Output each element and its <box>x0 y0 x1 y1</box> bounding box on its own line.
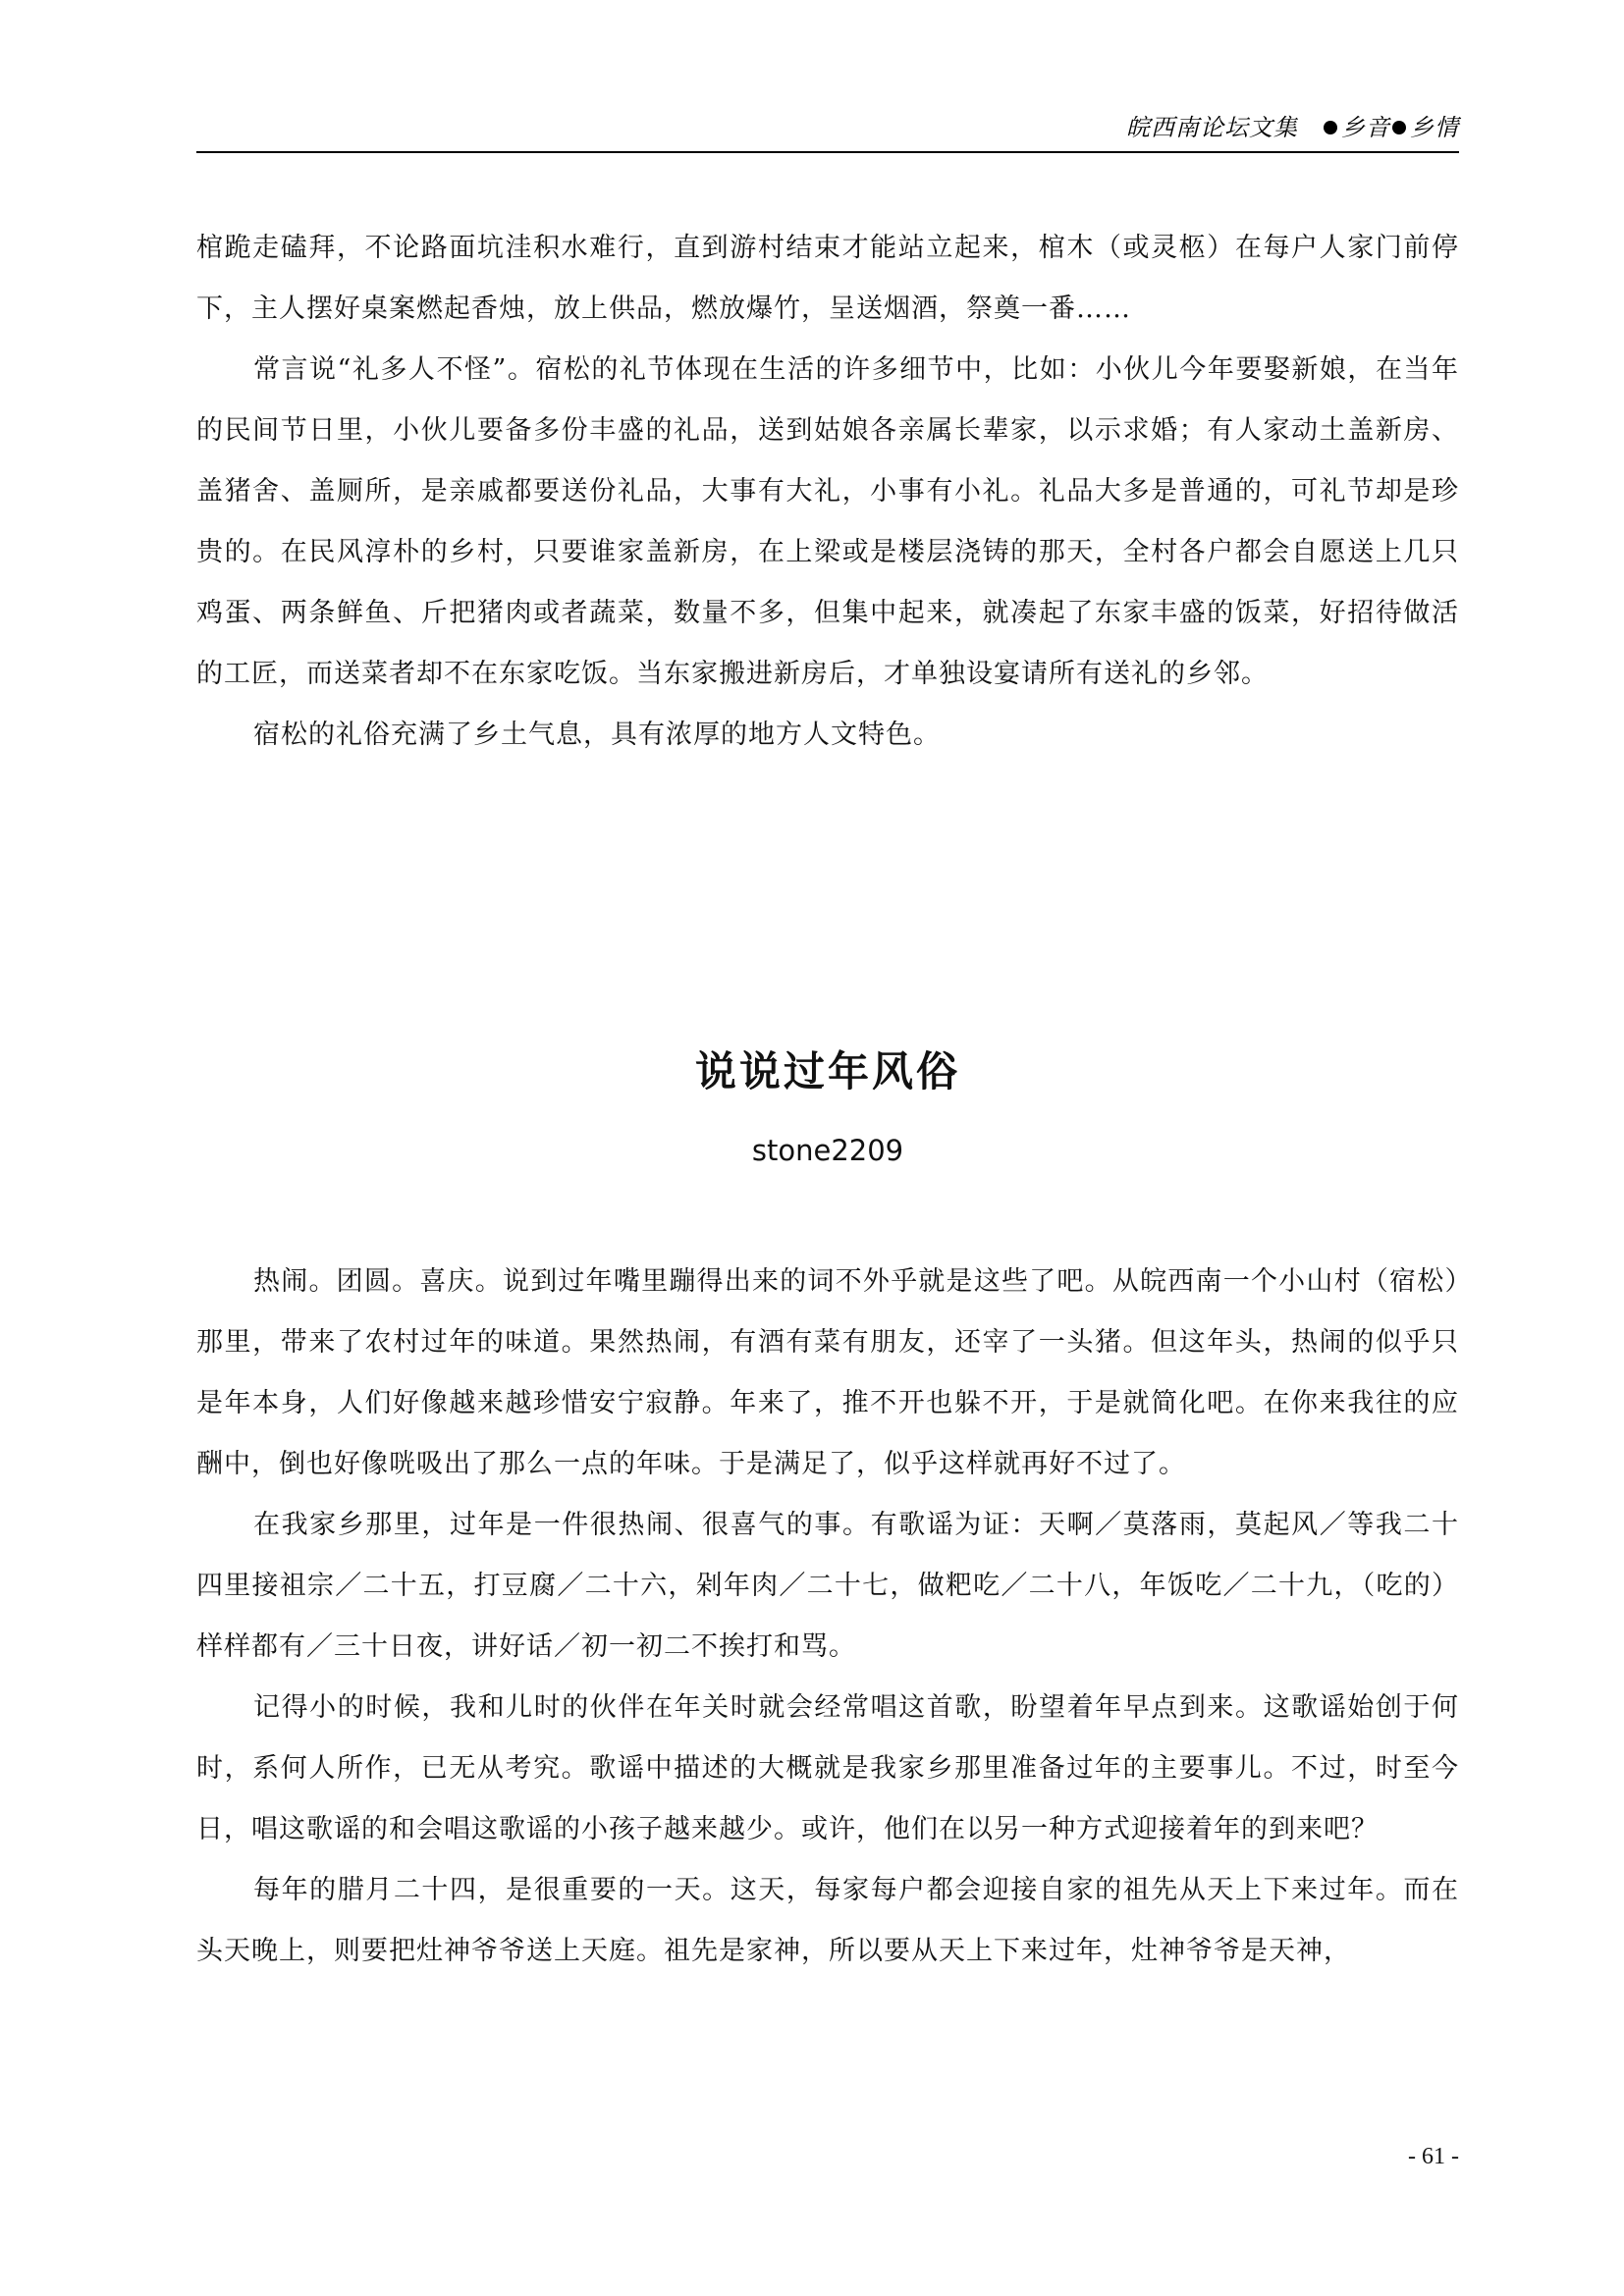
page-header <box>196 110 1459 153</box>
article-title: 说说过年风俗 <box>694 1047 960 1095</box>
page-number: - 61 - <box>1408 2144 1459 2169</box>
paragraph: 棺跪走磕拜，不论路面坑洼积水难行，直到游村结束才能站立起来，棺木（或灵柩）在每户人家门前停下，主人摆好桌案燃起香烛，放上供品，燃放爆竹，呈送烟酒，祭奠一番…… <box>196 233 1459 324</box>
header-collection-title: 皖西南论坛文集 <box>1126 114 1298 141</box>
article-body <box>196 1252 1459 1982</box>
paragraph: 宿松的礼俗充满了乡土气息，具有浓厚的地方人文特色。 <box>253 720 941 750</box>
previous-article-body <box>196 218 1459 766</box>
header-section-1: 乡音 <box>1341 114 1390 141</box>
header-section-2: 乡情 <box>1410 114 1459 141</box>
paragraph: 常言说“礼多人不怪”。宿松的礼节体现在生活的许多细节中，比如：小伙儿今年要娶新娘，在当年的民间节日里，小伙儿要备多份丰盛的礼品，送到姑娘各亲属长辈家，以示求婚；有人家动土盖新房、盖猪舍、盖厕所，是亲戚都要送份礼品，大事有大礼，小事有小礼。礼品大多是普通的，可礼节却是珍贵的。在民风淳朴的乡村，只要谁家盖新房，在上梁或是楼层浇铸的那天，全村各户都会自愿送上几只鸡蛋、两条鲜鱼、斤把猪肉或者蔬菜，数量不多，但集中起来，就凑起了东家丰盛的饭菜，好招待做活的工匠，而送菜者却不在东家吃饭。当东家搬进新房后，才单独设宴请所有送礼的乡邻。 <box>196 354 1459 689</box>
paragraph: 每年的腊月二十四，是很重要的一天。这天，每家每户都会迎接自家的祖先从天上下来过年。而在头天晚上，则要把灶神爷爷送上天庭。祖先是家神，所以要从天上下来过年，灶神爷爷是天神， <box>196 1875 1459 1966</box>
paragraph: 记得小的时候，我和儿时的伙伴在年关时就会经常唱这首歌，盼望着年早点到来。这歌谣始创于何时，系何人所作，已无从考究。歌谣中描述的大概就是我家乡那里准备过年的主要事儿。不过，时至今日，唱这歌谣的和会唱这歌谣的小孩子越来越少。或许，他们在以另一种方式迎接着年的到来吧？ <box>196 1692 1459 1844</box>
paragraph: 热闹。团圆。喜庆。说到过年嘴里蹦得出来的词不外乎就是这些了吧。从皖西南一个小山村（宿松）那里，带来了农村过年的味道。果然热闹，有酒有菜有朋友，还宰了一头猪。但这年头，热闹的似乎只是年本身，人们好像越来越珍惜安宁寂静。年来了，推不开也躲不开，于是就简化吧。在你来我往的应酬中，倒也好像咣吸出了那么一点的年味。于是满足了，似乎这样就再好不过了。 <box>196 1266 1459 1479</box>
bullet-icon <box>1324 121 1337 134</box>
bullet-icon <box>1392 121 1406 134</box>
paragraph: 在我家乡那里，过年是一件很热闹、很喜气的事。有歌谣为证：天啊／莫落雨，莫起风／等我二十四里接祖宗／二十五，打豆腐／二十六，剁年肉／二十七，做粑吃／二十八，年饭吃／二十九，（吃的）样样都有／三十日夜，讲好话／初一初二不挨打和骂。 <box>196 1510 1459 1662</box>
article-author: stone2209 <box>751 1134 904 1167</box>
